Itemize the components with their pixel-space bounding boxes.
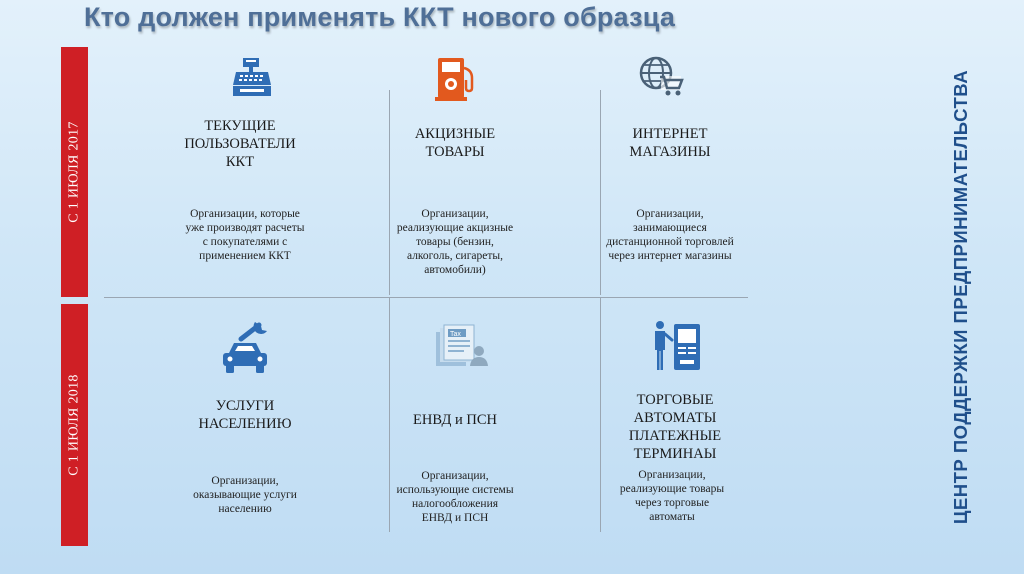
cell-3-title — [565, 125, 775, 161]
car-service-icon — [219, 321, 271, 377]
cell-3-desc-line: Организации, — [636, 208, 704, 220]
cell-2-title-line: ТОВАРЫ — [425, 144, 485, 160]
cell-2-title — [350, 125, 560, 161]
page-title: Кто должен применять ККТ нового образца — [84, 2, 676, 32]
cell-1-desc-line: с покупателями с — [202, 236, 288, 248]
cell-6-description — [567, 468, 777, 524]
cell-1-title-line: ККТ — [225, 154, 255, 170]
side-label-text: ЦЕНТР ПОДДЕРЖКИ ПРЕДПРИНИМАТЕЛЬСТВА — [950, 69, 972, 525]
cell-1-title-line: ПОЛЬЗОВАТЕЛИ — [184, 136, 296, 152]
cell-1-title — [135, 117, 345, 171]
cell-6-desc-line: Организации, — [638, 469, 706, 481]
cell-6-title-line: ПЛАТЕЖНЫЕ — [628, 428, 722, 444]
cell-6-title-line: ТЕРМИНАЫ — [633, 446, 717, 462]
cell-2-desc-line: реализующие акцизные — [396, 222, 514, 234]
cell-6-desc-line: автоматы — [649, 511, 695, 523]
cell-5-desc-line: налогообложения — [411, 498, 499, 510]
gas-pump-icon — [434, 56, 478, 102]
cell-2-desc-line: товары (бензин, — [416, 236, 494, 248]
cell-3-desc-line: занимающиеся — [633, 222, 707, 234]
cell-3-desc-line: через интернет магазины — [608, 250, 732, 262]
cell-4-title — [140, 397, 350, 433]
cell-4-title-line: УСЛУГИ — [215, 398, 275, 414]
cell-4-desc-line: оказывающие услуги — [193, 489, 297, 501]
cell-5-title-line: ЕНВД и ПСН — [413, 412, 497, 428]
period-band-2017-label: С 1 ИЮЛЯ 2017 — [66, 121, 82, 223]
tax-label: Tax — [450, 331, 461, 338]
cell-2-desc-line: автомобили) — [424, 264, 486, 276]
cell-5-title — [350, 411, 560, 429]
cell-1-desc-line: Организации, которые — [190, 208, 300, 220]
period-band-2018-label: С 1 ИЮЛЯ 2018 — [66, 374, 82, 476]
cell-4-description — [140, 474, 350, 516]
side-label — [944, 40, 978, 554]
cell-1-title-line: ТЕКУЩИЕ — [204, 118, 276, 134]
cell-1-description — [140, 207, 350, 263]
cell-4-title-line: НАСЕЛЕНИЮ — [198, 416, 292, 432]
cell-2-description — [350, 207, 560, 277]
vending-machine-icon — [652, 320, 704, 372]
cell-2-desc-line: Организации, — [421, 208, 489, 220]
cell-3-title-line: ИНТЕРНЕТ — [632, 126, 708, 142]
cell-6-desc-line: через торговые — [634, 497, 710, 509]
cell-5-desc-line: Организации, — [421, 470, 489, 482]
cell-5-desc-line: использующие системы — [396, 484, 514, 496]
cell-3-desc-line: дистанционной торговлей — [606, 236, 734, 248]
grid-divider-vertical-2 — [600, 90, 601, 295]
cell-2-title-line: АКЦИЗНЫЕ — [414, 126, 496, 142]
cell-1-desc-line: применением ККТ — [199, 250, 291, 262]
period-band-2017 — [61, 47, 88, 297]
cell-2-desc-line: алкоголь, сигареты, — [406, 250, 504, 262]
cash-register-icon — [230, 55, 274, 99]
cell-6-title-line: АВТОМАТЫ — [633, 410, 717, 426]
cell-6-title — [570, 391, 780, 463]
cell-6-desc-line: реализующие товары — [619, 483, 725, 495]
globe-cart-icon — [637, 54, 685, 98]
cell-3-title-line: МАГАЗИНЫ — [629, 144, 711, 160]
cell-5-description — [350, 469, 560, 525]
tax-document-icon — [434, 324, 490, 368]
period-band-2018 — [61, 304, 88, 546]
cell-6-title-line: ТОРГОВЫЕ — [636, 392, 714, 408]
cell-5-desc-line: ЕНВД и ПСН — [421, 512, 489, 524]
cell-1-desc-line: уже производят расчеты — [185, 222, 305, 234]
cell-4-desc-line: Организации, — [211, 475, 279, 487]
cell-4-desc-line: населению — [218, 503, 272, 515]
grid-divider-horizontal — [104, 297, 748, 298]
cell-3-description — [565, 207, 775, 263]
